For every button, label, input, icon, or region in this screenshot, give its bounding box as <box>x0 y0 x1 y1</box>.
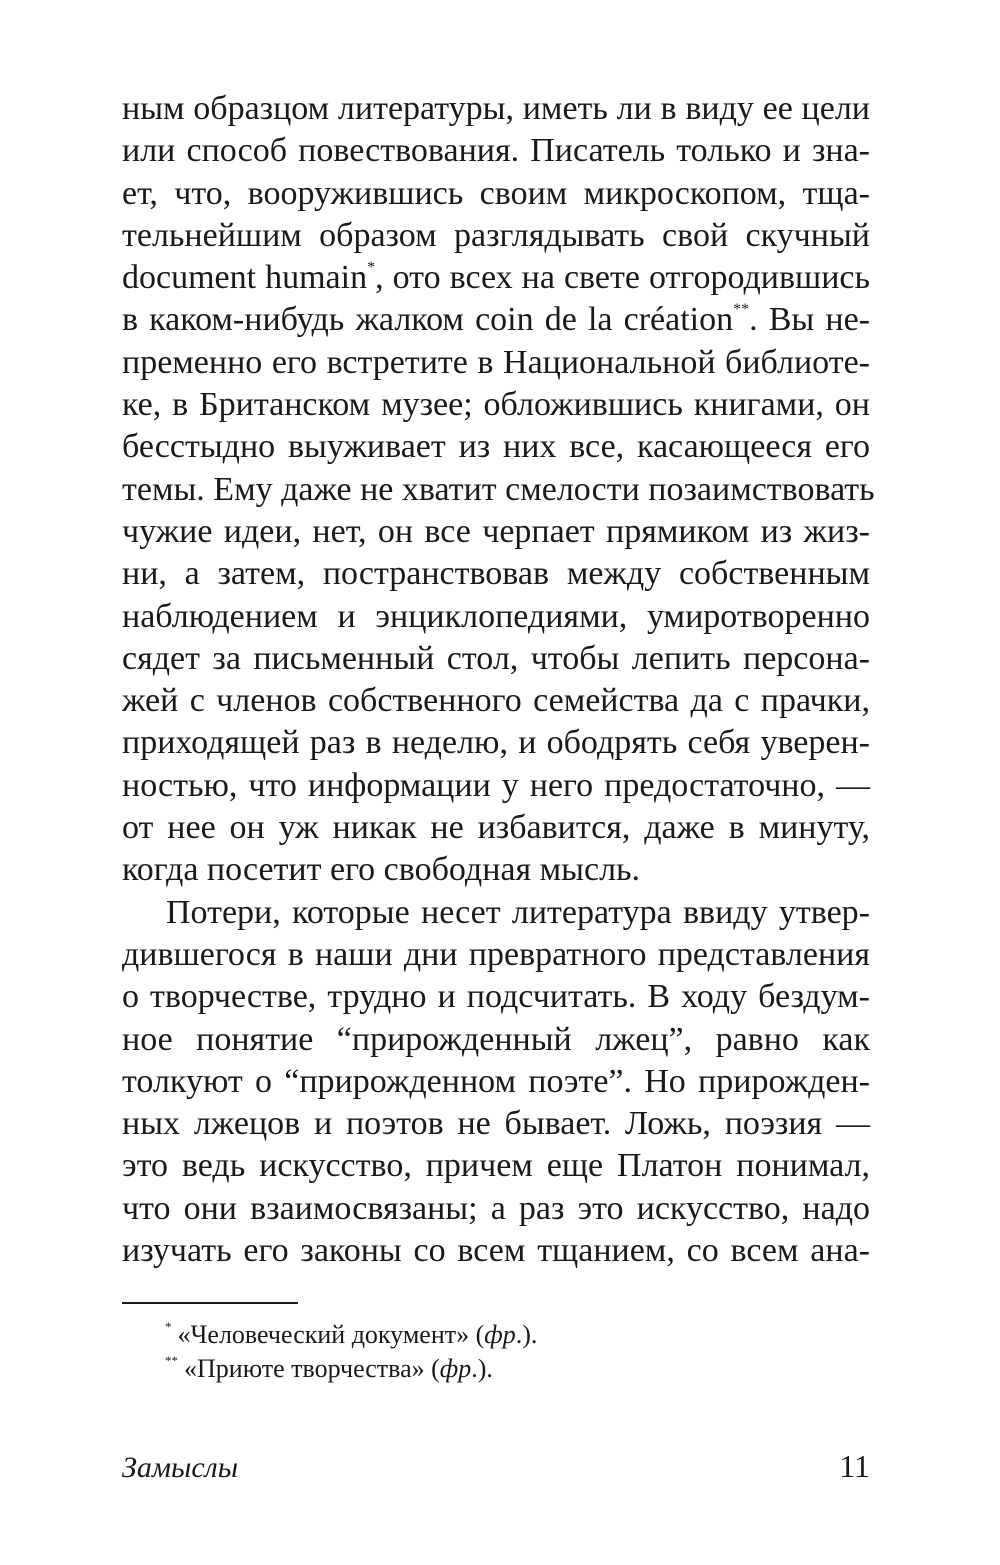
footnote-marker: ** <box>733 301 750 319</box>
footnote-text: «Приюте творчества» ( <box>184 1354 440 1383</box>
footnote-marker: * <box>367 259 376 277</box>
text-line <box>122 299 870 341</box>
text-line: ным образцом литературы, иметь ли в виду ее цели <box>122 90 870 127</box>
footnote-tail: .). <box>515 1320 538 1349</box>
text-line: бесстыдно выуживает из них все, касающееся его <box>122 428 870 466</box>
text-line: наблюдением и энциклопедиями, умиротворенно <box>122 597 870 635</box>
text-line: от нее он уж никак не избавится, даже в минуту, <box>122 809 870 847</box>
text-line: толкуют о “прирожденном поэте”. Но прирожден- <box>122 1062 870 1100</box>
text-line: ное понятие “прирожденный лжец”, равно как <box>122 1020 870 1058</box>
text-line: сядет за письменный стол, чтобы лепить персона- <box>122 639 870 677</box>
footnote-lang: фр <box>439 1354 472 1383</box>
text-line: ке, в Британском музее; обложившись книгами, он <box>122 386 870 424</box>
text-line: ни, а затем, постранствовав между собственным <box>122 555 870 593</box>
main-text <box>122 88 875 1272</box>
text-line: ных лжецов и поэтов не бывает. Ложь, поэзия — <box>122 1105 870 1143</box>
footnote <box>165 1352 537 1386</box>
text-line: о творчестве, трудно и подсчитать. В ходу бездум- <box>122 978 870 1016</box>
text-line <box>122 257 870 299</box>
text-line: Потери, которые несет литература ввиду утвер- <box>166 893 870 931</box>
footnotes <box>165 1318 537 1386</box>
footnote-marker: * <box>165 1319 172 1334</box>
text-line: изучать его законы со всем тщанием, со всем ана- <box>122 1232 870 1270</box>
text-fragment: . Вы не- <box>749 301 870 339</box>
text-line: когда посетит его свободная мысль. <box>122 851 641 889</box>
text-line: или способ повествования. Писатель только и зна- <box>122 132 870 170</box>
text-line: что они взаимосвязаны; а раз это искусство, надо <box>122 1189 870 1227</box>
text-line: ностью, что информации у него предостаточно, — <box>122 766 870 804</box>
footnote-marker: ** <box>165 1353 178 1368</box>
page-number: 11 <box>839 1448 870 1484</box>
text-line: ет, что, вооружившись своим микроскопом, тща- <box>122 174 870 212</box>
text-line: темы. Ему даже не хватит смелости позаимствовать <box>122 470 875 508</box>
text-fragment: в каком-нибудь жалком coin de la création <box>122 301 734 339</box>
footnote-tail: .). <box>471 1354 493 1383</box>
footnote-lang: фр <box>484 1320 516 1349</box>
text-line: это ведь искусство, причем еще Платон понимал, <box>122 1147 870 1185</box>
text-line: чужие идеи, нет, он все черпает прямиком из жиз- <box>122 512 870 550</box>
running-title: Замыслы <box>122 1451 239 1484</box>
text-fragment: document humain <box>122 259 368 297</box>
text-fragment: , ото всех на свете отгородившись <box>375 259 870 297</box>
text-line: пременно его встретите в Национальной библиоте- <box>122 343 870 381</box>
text-line: дившегося в наши дни превратного представления <box>122 935 870 973</box>
text-line: жей с членов собственного семейства да с прачки, <box>122 682 870 720</box>
footnote-divider <box>122 1302 298 1304</box>
footnote <box>165 1318 537 1352</box>
text-line: тельнейшим образом разглядывать свой скучный <box>122 216 870 254</box>
footnote-text: «Человеческий документ» ( <box>177 1320 485 1349</box>
text-line: приходящей раз в неделю, и ободрять себя уверен- <box>122 724 870 762</box>
